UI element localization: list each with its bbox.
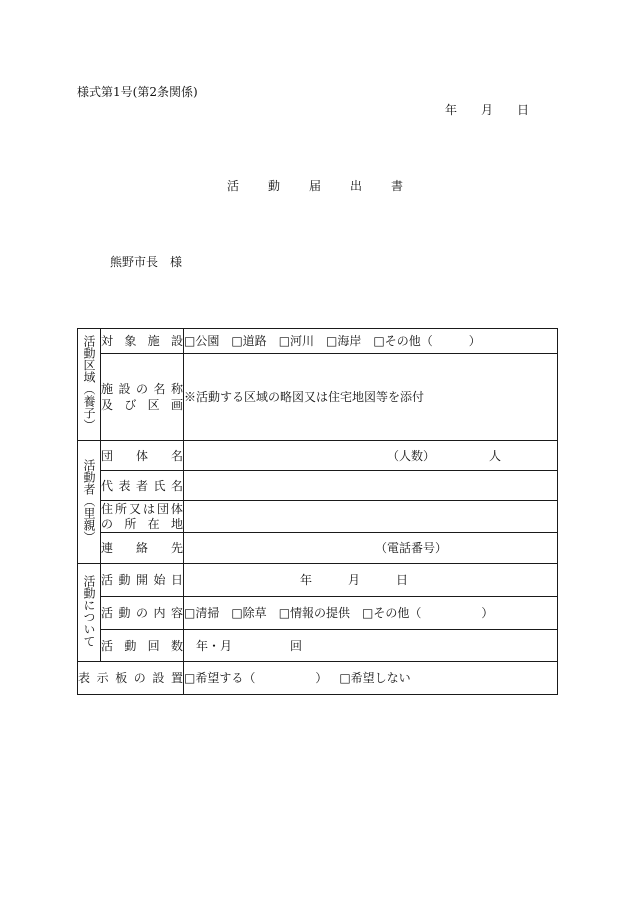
facility-name-label-line1 [101,381,183,397]
checkbox-park[interactable]: □公園 [184,334,220,348]
checkbox-signboard-not-wanted[interactable]: □希望しない [339,671,411,685]
label-char: の [135,382,148,396]
label-char: の [101,516,114,531]
label-char: 称 [170,382,183,396]
submission-date [445,104,529,116]
label-char: 画 [170,398,183,412]
label-char: 体 [170,501,183,516]
label-char: 示 [96,671,109,685]
label-char: 表 [118,478,131,493]
member-count-label: （人数） [387,448,436,463]
label-char: 容 [170,606,183,620]
facility-type-label [101,334,183,348]
facility-name-label-cell [101,354,184,441]
start-month-label: 月 [348,573,361,587]
label-char: 住 [101,501,114,516]
addressee: 熊野市長 様 [110,255,183,269]
label-char: 団 [101,448,114,463]
group-name-field[interactable] [184,441,558,471]
label-char: 活 [101,573,114,587]
label-char: 名 [153,382,166,396]
signboard-row [78,662,558,695]
phone-number-label: （電話番号） [375,541,448,555]
checkbox-activity-other[interactable]: □その他（ ） [362,606,494,620]
label-char: 団 [156,501,169,516]
checkbox-cleaning[interactable]: □清掃 [184,606,220,620]
label-char: 所 [124,516,137,531]
frequency-period-label: 年・月 [196,638,233,653]
label-char: 者 [135,478,148,493]
label-char: は [142,501,155,516]
label-char: 又 [128,501,141,516]
form-number: 様式第1号(第2条関係) [77,85,198,99]
checkbox-signboard-wanted[interactable]: □希望する（ ） [184,671,328,685]
activity-info-group-label: 活動について [82,575,96,647]
date-day-label: 日 [517,103,530,117]
group-name-label [101,449,183,463]
activity-registration-table [77,328,558,695]
label-char: 在 [147,516,160,531]
date-year-label: 年 [445,103,458,117]
contact-row [78,533,558,564]
label-char: の [135,606,148,620]
activity-content-label [101,606,183,620]
checkbox-info-provision[interactable]: □情報の提供 [278,606,351,620]
label-char: 内 [153,606,166,620]
group-name-row [78,441,558,471]
frequency-field[interactable] [184,630,558,662]
label-char: 動 [124,638,137,653]
label-char: 日 [170,573,183,587]
representative-name-field[interactable] [184,471,558,501]
signboard-label-cell [78,662,184,695]
start-day-label: 日 [396,573,409,587]
member-count-unit: 人 [489,448,502,463]
label-char: 所 [114,501,127,516]
checkbox-facility-other[interactable]: □その他（ ） [373,334,481,348]
label-char: 動 [118,606,131,620]
frequency-label-cell [101,630,184,662]
activity-area-group-label: 活動区域（養子） [82,335,96,431]
label-char: 氏 [153,478,166,493]
facility-name-label-line2 [101,397,183,413]
label-char: 回 [147,638,160,653]
label-char: 区 [147,398,160,412]
activist-group-label: 活動者（里親） [82,458,96,543]
label-char: 先 [170,541,183,555]
label-char: 施 [147,334,160,348]
label-char: 数 [170,638,183,653]
address-label-line1 [101,502,183,517]
label-char: 地 [170,516,183,531]
label-char: の [133,671,146,685]
address-row [78,501,558,533]
frequency-row [78,630,558,662]
facility-name-row [78,354,558,441]
signboard-label [78,671,183,685]
activist-group-cell [78,441,101,564]
contact-label-cell [101,533,184,564]
activity-content-label-cell [101,597,184,630]
frequency-label [101,639,183,653]
representative-row [78,471,558,501]
representative-label-cell [101,471,184,501]
label-char: 名 [170,448,183,463]
facility-name-field[interactable] [184,354,558,441]
group-name-label-cell [101,441,184,471]
label-char: 絡 [135,541,148,555]
start-date-field[interactable] [184,564,558,597]
document-title: 活動届出書 [227,179,433,193]
frequency-unit-label: 回 [290,638,303,653]
label-char: 始 [153,573,166,587]
contact-field[interactable] [184,533,558,564]
label-char: 活 [101,606,114,620]
label-char: 設 [152,671,165,685]
checkbox-road[interactable]: □道路 [231,334,267,348]
map-attachment-note: ※活動する区域の略図又は住宅地図等を添付 [184,390,425,404]
label-char: 板 [115,671,128,685]
start-date-label-cell [101,564,184,597]
address-label-cell [101,501,184,533]
checkbox-weeding[interactable]: □除草 [231,606,267,620]
representative-label [101,479,183,493]
label-char: 象 [124,334,137,348]
label-char: 表 [78,671,91,685]
activity-content-row [78,597,558,630]
address-label-line2 [101,517,183,532]
activity-info-group-cell [78,564,101,662]
checkbox-coast[interactable]: □海岸 [326,334,362,348]
label-char: 名 [170,478,183,493]
facility-type-row [78,329,558,354]
label-char: 代 [101,478,114,493]
start-date-label [101,573,183,587]
label-char: び [124,398,137,412]
label-char: 連 [101,541,114,555]
facility-type-label-cell [101,329,184,354]
start-year-label: 年 [300,573,313,587]
activity-area-group-cell [78,329,101,441]
label-char: 活 [101,638,114,653]
label-char: 対 [101,334,114,348]
label-char: 設 [170,334,183,348]
activity-content-options [184,597,558,630]
label-char: 置 [170,671,183,685]
label-char: 動 [118,573,131,587]
label-char: 開 [135,573,148,587]
label-char: 設 [118,382,131,396]
date-month-label: 月 [481,103,494,117]
label-char: 及 [101,398,114,412]
address-field[interactable] [184,501,558,533]
facility-type-options [184,329,558,354]
label-char: 体 [135,448,148,463]
start-date-row [78,564,558,597]
signboard-options [184,662,558,695]
contact-label [101,541,183,555]
label-char: 施 [101,382,114,396]
checkbox-river[interactable]: □河川 [278,334,315,348]
